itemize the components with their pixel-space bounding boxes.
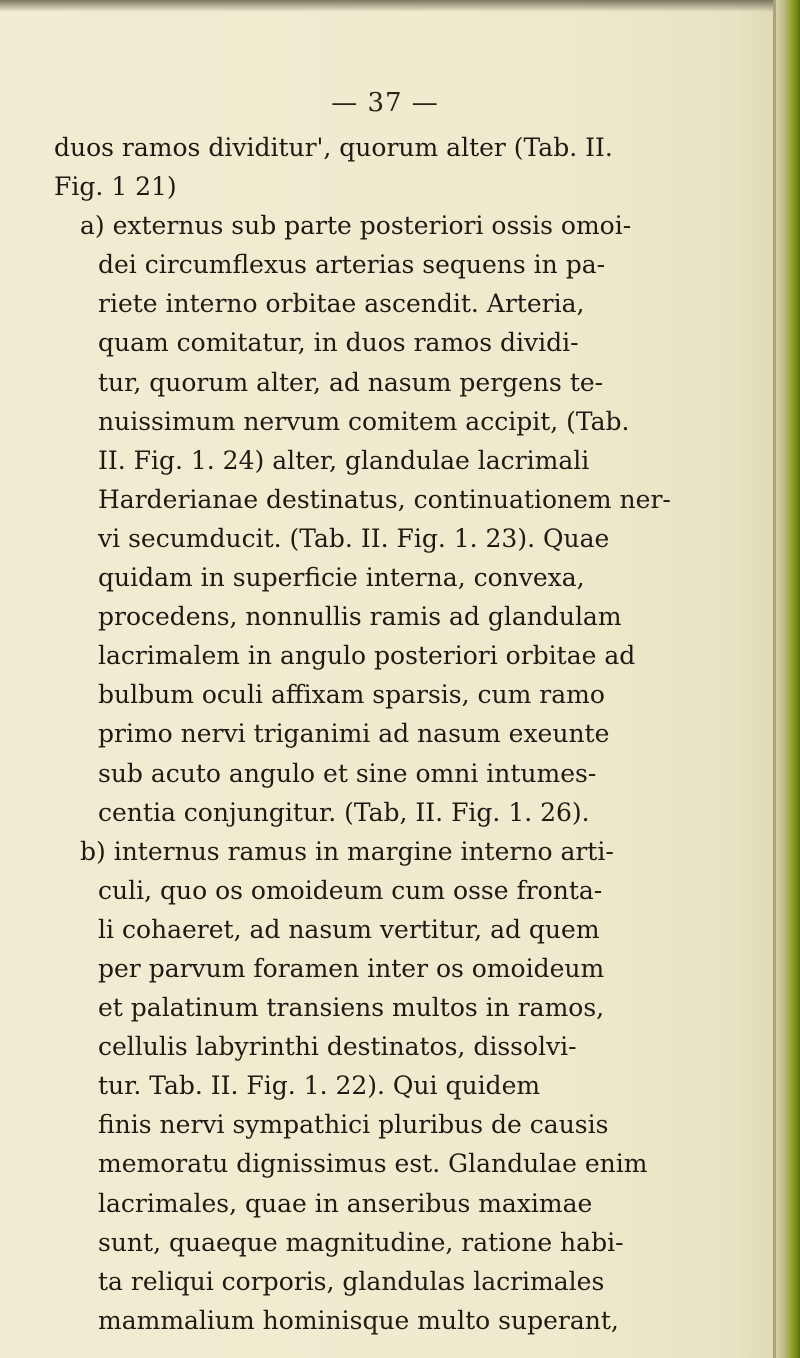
text-line: finis nervi sympathici pluribus de causis xyxy=(98,1110,609,1140)
text-line: quam comitatur, in duos ramos dividi- xyxy=(98,328,579,358)
text-line: a) externus sub parte posteriori ossis omoi- xyxy=(80,211,632,241)
text-line: b) internus ramus in margine interno arti- xyxy=(80,836,614,866)
text-line: vi secumducit. (Tab. II. Fig. 1. 23). Quae xyxy=(98,523,610,553)
text-line: memoratu dignissimus est. Glandulae enim xyxy=(98,1149,648,1179)
text-line: tur. Tab. II. Fig. 1. 22). Qui quidem xyxy=(98,1071,541,1101)
text-line: Fig. 1 21) xyxy=(54,172,177,202)
page-top-shadow xyxy=(0,0,800,12)
text-line: centia conjungitur. (Tab, II. Fig. 1. 26). xyxy=(98,797,590,827)
text-line: tur, quorum alter, ad nasum pergens te- xyxy=(98,367,604,397)
text-line: culi, quo os omoideum cum osse fronta- xyxy=(98,875,603,905)
text-line: mammalium hominisque multo superant, xyxy=(98,1305,619,1335)
text-line: et palatinum transiens multos in ramos, xyxy=(98,993,605,1023)
text-line: sub acuto angulo et sine omni intumes- xyxy=(98,758,597,788)
text-line: ta reliqui corporis, glandulas lacrimales xyxy=(98,1266,605,1296)
text-line: per parvum foramen inter os omoideum xyxy=(98,953,605,983)
text-line: dei circumflexus arterias sequens in pa- xyxy=(98,250,606,280)
text-line: li cohaeret, ad nasum vertitur, ad quem xyxy=(98,914,600,944)
text-line: bulbum oculi affixam sparsis, cum ramo xyxy=(98,680,605,710)
text-line: primo nervi triganimi ad nasum exeunte xyxy=(98,719,610,749)
text-line: lacrimales, quae in anseribus maximae xyxy=(98,1188,593,1218)
text-line: riete interno orbitae ascendit. Arteria, xyxy=(98,289,585,319)
text-line: duos ramos dividitur', quorum alter (Tab. II. xyxy=(54,133,613,162)
text-line: lacrimalem in angulo posteriori orbitae ad xyxy=(98,641,636,671)
text-line: nuissimum nervum comitem accipit, (Tab. xyxy=(98,406,630,436)
text-line: II. Fig. 1. 24) alter, glandulae lacrimali xyxy=(98,445,590,475)
text-line: quidam in superficie interna, convexa, xyxy=(98,563,585,593)
page-number: — 37 — xyxy=(331,88,439,118)
body-text xyxy=(54,128,754,1340)
text-line: Harderianae destinatus, continuationem ner- xyxy=(98,484,671,514)
text-line: sunt, quaeque magnitudine, ratione habi- xyxy=(98,1227,624,1257)
text-line: cellulis labyrinthi destinatos, dissolvi- xyxy=(98,1032,577,1062)
text-line: procedens, nonnullis ramis ad glandulam xyxy=(98,602,622,632)
book-edge xyxy=(776,0,800,1358)
